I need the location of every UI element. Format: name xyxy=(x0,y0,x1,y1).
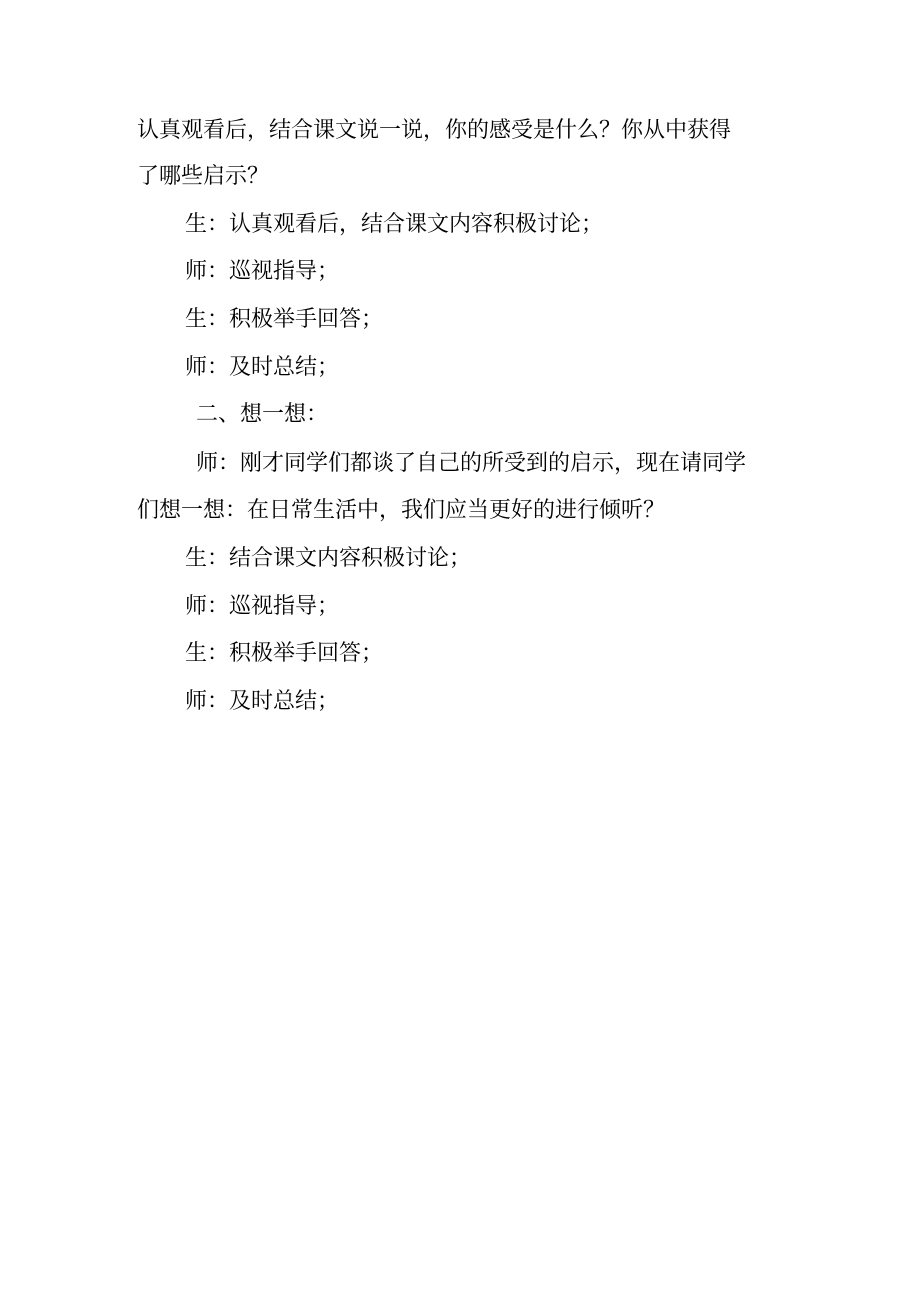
section-heading: 二、想一想： xyxy=(196,402,329,427)
dialogue-line-teacher: 师：及时总结； xyxy=(185,355,340,380)
dialogue-line-student: 生：结合课文内容积极讨论； xyxy=(185,546,472,571)
paragraph-line: 认真观看后，结合课文说一说，你的感受是什么？你从中获得 xyxy=(137,118,732,143)
paragraph-line: 了哪些启示？ xyxy=(137,164,270,189)
dialogue-line-teacher: 师：及时总结； xyxy=(185,689,340,714)
paragraph-line: 们想一想：在日常生活中，我们应当更好的进行倾听？ xyxy=(137,498,666,523)
dialogue-line-student: 生：积极举手回答； xyxy=(185,641,384,666)
dialogue-line-student: 生：积极举手回答； xyxy=(185,307,384,332)
dialogue-line-teacher: 师：巡视指导； xyxy=(185,594,340,619)
paragraph-line: 师：刚才同学们都谈了自己的所受到的启示，现在请同学 xyxy=(196,451,747,476)
dialogue-line-teacher: 师：巡视指导； xyxy=(185,259,340,284)
dialogue-line-student: 生：认真观看后，结合课文内容积极讨论； xyxy=(185,212,604,237)
